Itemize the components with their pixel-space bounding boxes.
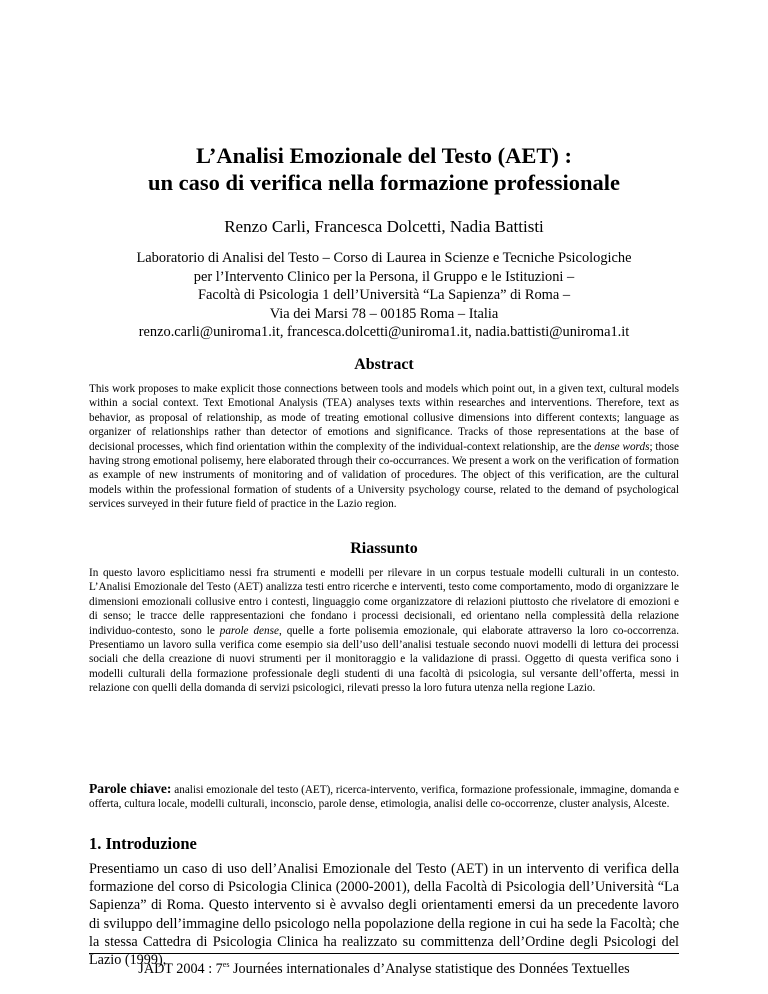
title-line-2: un caso di verifica nella formazione professionale <box>147 170 621 195</box>
abstract-text-part: This work proposes to make explicit those connections between tools and models which point out, in a given text, cultural models within a social context. Text Emotional Analysis (TEA) analyses texts within researches and interventions. Therefore, text as behavior, as proposal of relationship, as mode of treating emotional collusive dimensions into different contexts; language as organizer of relationships rather than detector of emotions and significance. Tracks of those representations at the base of decisional processes, which find orientation within the complexity of the individual-context relationship, are the <box>89 383 679 453</box>
introduction-body: Presentiamo un caso di uso dell’Analisi Emozionale del Testo (AET) in un intervento di verifica della formazione del corso di Psicologia Clinica (2000-2001), della Facoltà di Psicologia dell’Università “La Sapienza” di Roma. Questo intervento si è avvalso degli orientamenti emersi da un precedente lavoro di sviluppo dell’immagine dello psicologo nella popolazione della regione in cui ha sede la Facoltà; che la stessa Cattedra di Psicologia Clinica ha realizzato su committenza dell’Ordine degli Psicologi del Lazio (1999). <box>89 861 679 969</box>
keywords-list: analisi emozionale del testo (AET), ricerca-intervento, verifica, formazione professionale, immagine, domanda e offerta, cultura locale, modelli culturali, inconscio, parole dense, etimologia, analisi delle co-occorrenze, cluster analysis, Alceste. <box>89 784 679 811</box>
author-emails: renzo.carli@uniroma1.it, francesca.dolcetti@uniroma1.it, nadia.battisti@uniroma1.it <box>138 324 630 341</box>
riassunto-emphasis: parole dense <box>219 624 279 637</box>
abstract-emphasis: dense words <box>594 440 650 453</box>
introduction-heading: 1. Introduzione <box>89 834 197 853</box>
page-footer <box>0 960 768 978</box>
paper-title <box>0 142 768 196</box>
keywords <box>89 782 679 812</box>
riassunto-body <box>89 566 679 696</box>
footer-text: JADT 2004 : 7 <box>138 961 223 977</box>
footer-superscript: es <box>222 960 230 969</box>
authors: Renzo Carli, Francesca Dolcetti, Nadia Battisti <box>224 217 544 236</box>
affiliation-line-1: Laboratorio di Analisi del Testo – Corso di Laurea in Scienze e Tecniche Psicologiche <box>136 250 632 266</box>
footer-text: Journées internationales d’Analyse statistique des Données Textuelles <box>229 961 630 977</box>
affiliation <box>0 249 768 342</box>
abstract-text-part: ; those having strong emotional polisemy, here elaborated through their co-occurrances. We present a work on the verification of formation as example of new instruments of monitoring and of validation of procedures. The object of this verification, are the cultural models within the professional formation of students of a University psychology course, related to the demand of psychological services surveyed in their future field of practice in the Lazio region. <box>89 440 680 511</box>
riassunto-heading: Riassunto <box>350 540 418 557</box>
title-line-1: L’Analisi Emozionale del Testo (AET) : <box>195 143 573 168</box>
abstract-body <box>89 382 679 512</box>
abstract-heading: Abstract <box>354 356 414 373</box>
affiliation-line-4: Via dei Marsi 78 – 00185 Roma – Italia <box>269 305 499 322</box>
footer-divider <box>89 953 679 954</box>
affiliation-line-3: Facoltà di Psicologia 1 dell’Università “La Sapienza” di Roma – <box>197 287 571 304</box>
riassunto-text-part: , quelle a forte polisemia emozionale, qui elaborate attraverso la loro co-occorrenza. Presentiamo un lavoro sulla verifica come esempio sia dell’uso dell’analisi testuale secondo nuovi modelli di lettura dei processi sociali che della creazione di nuovi strumenti per il monitoraggio e la validazione di prassi. Oggetto di questa verifica sono i modelli culturali della formazione professionale degli studenti di una facoltà di psicologia, sul versante dell’offerta, messi in relazione con quelli della domanda di servizi psicologici, rilevati presso la loro futura utenza nella regione Lazio. <box>89 624 680 695</box>
affiliation-line-2: per l’Intervento Clinico per la Persona, il Gruppo e le Istituzioni – <box>193 268 575 285</box>
riassunto-text-part: In questo lavoro esplicitiamo nessi fra strumenti e modelli per rilevare in un corpus testuale modelli culturali in un contesto. L’Analisi Emozionale del Testo (AET) analizza testi entro ricerche e interventi, testo come comportamento, modo di organizzare le dimensioni emozionali collusive entro i contesti, linguaggio come organizzatore di relazioni piuttosto che rivelatore di emozioni e di senso; le tracce delle rappresentazioni che fondano i processi decisionali, ed orientano nella complessità della relazione individuo-contesto, sono le <box>89 567 679 637</box>
keywords-label: Parole chiave: <box>89 781 172 796</box>
